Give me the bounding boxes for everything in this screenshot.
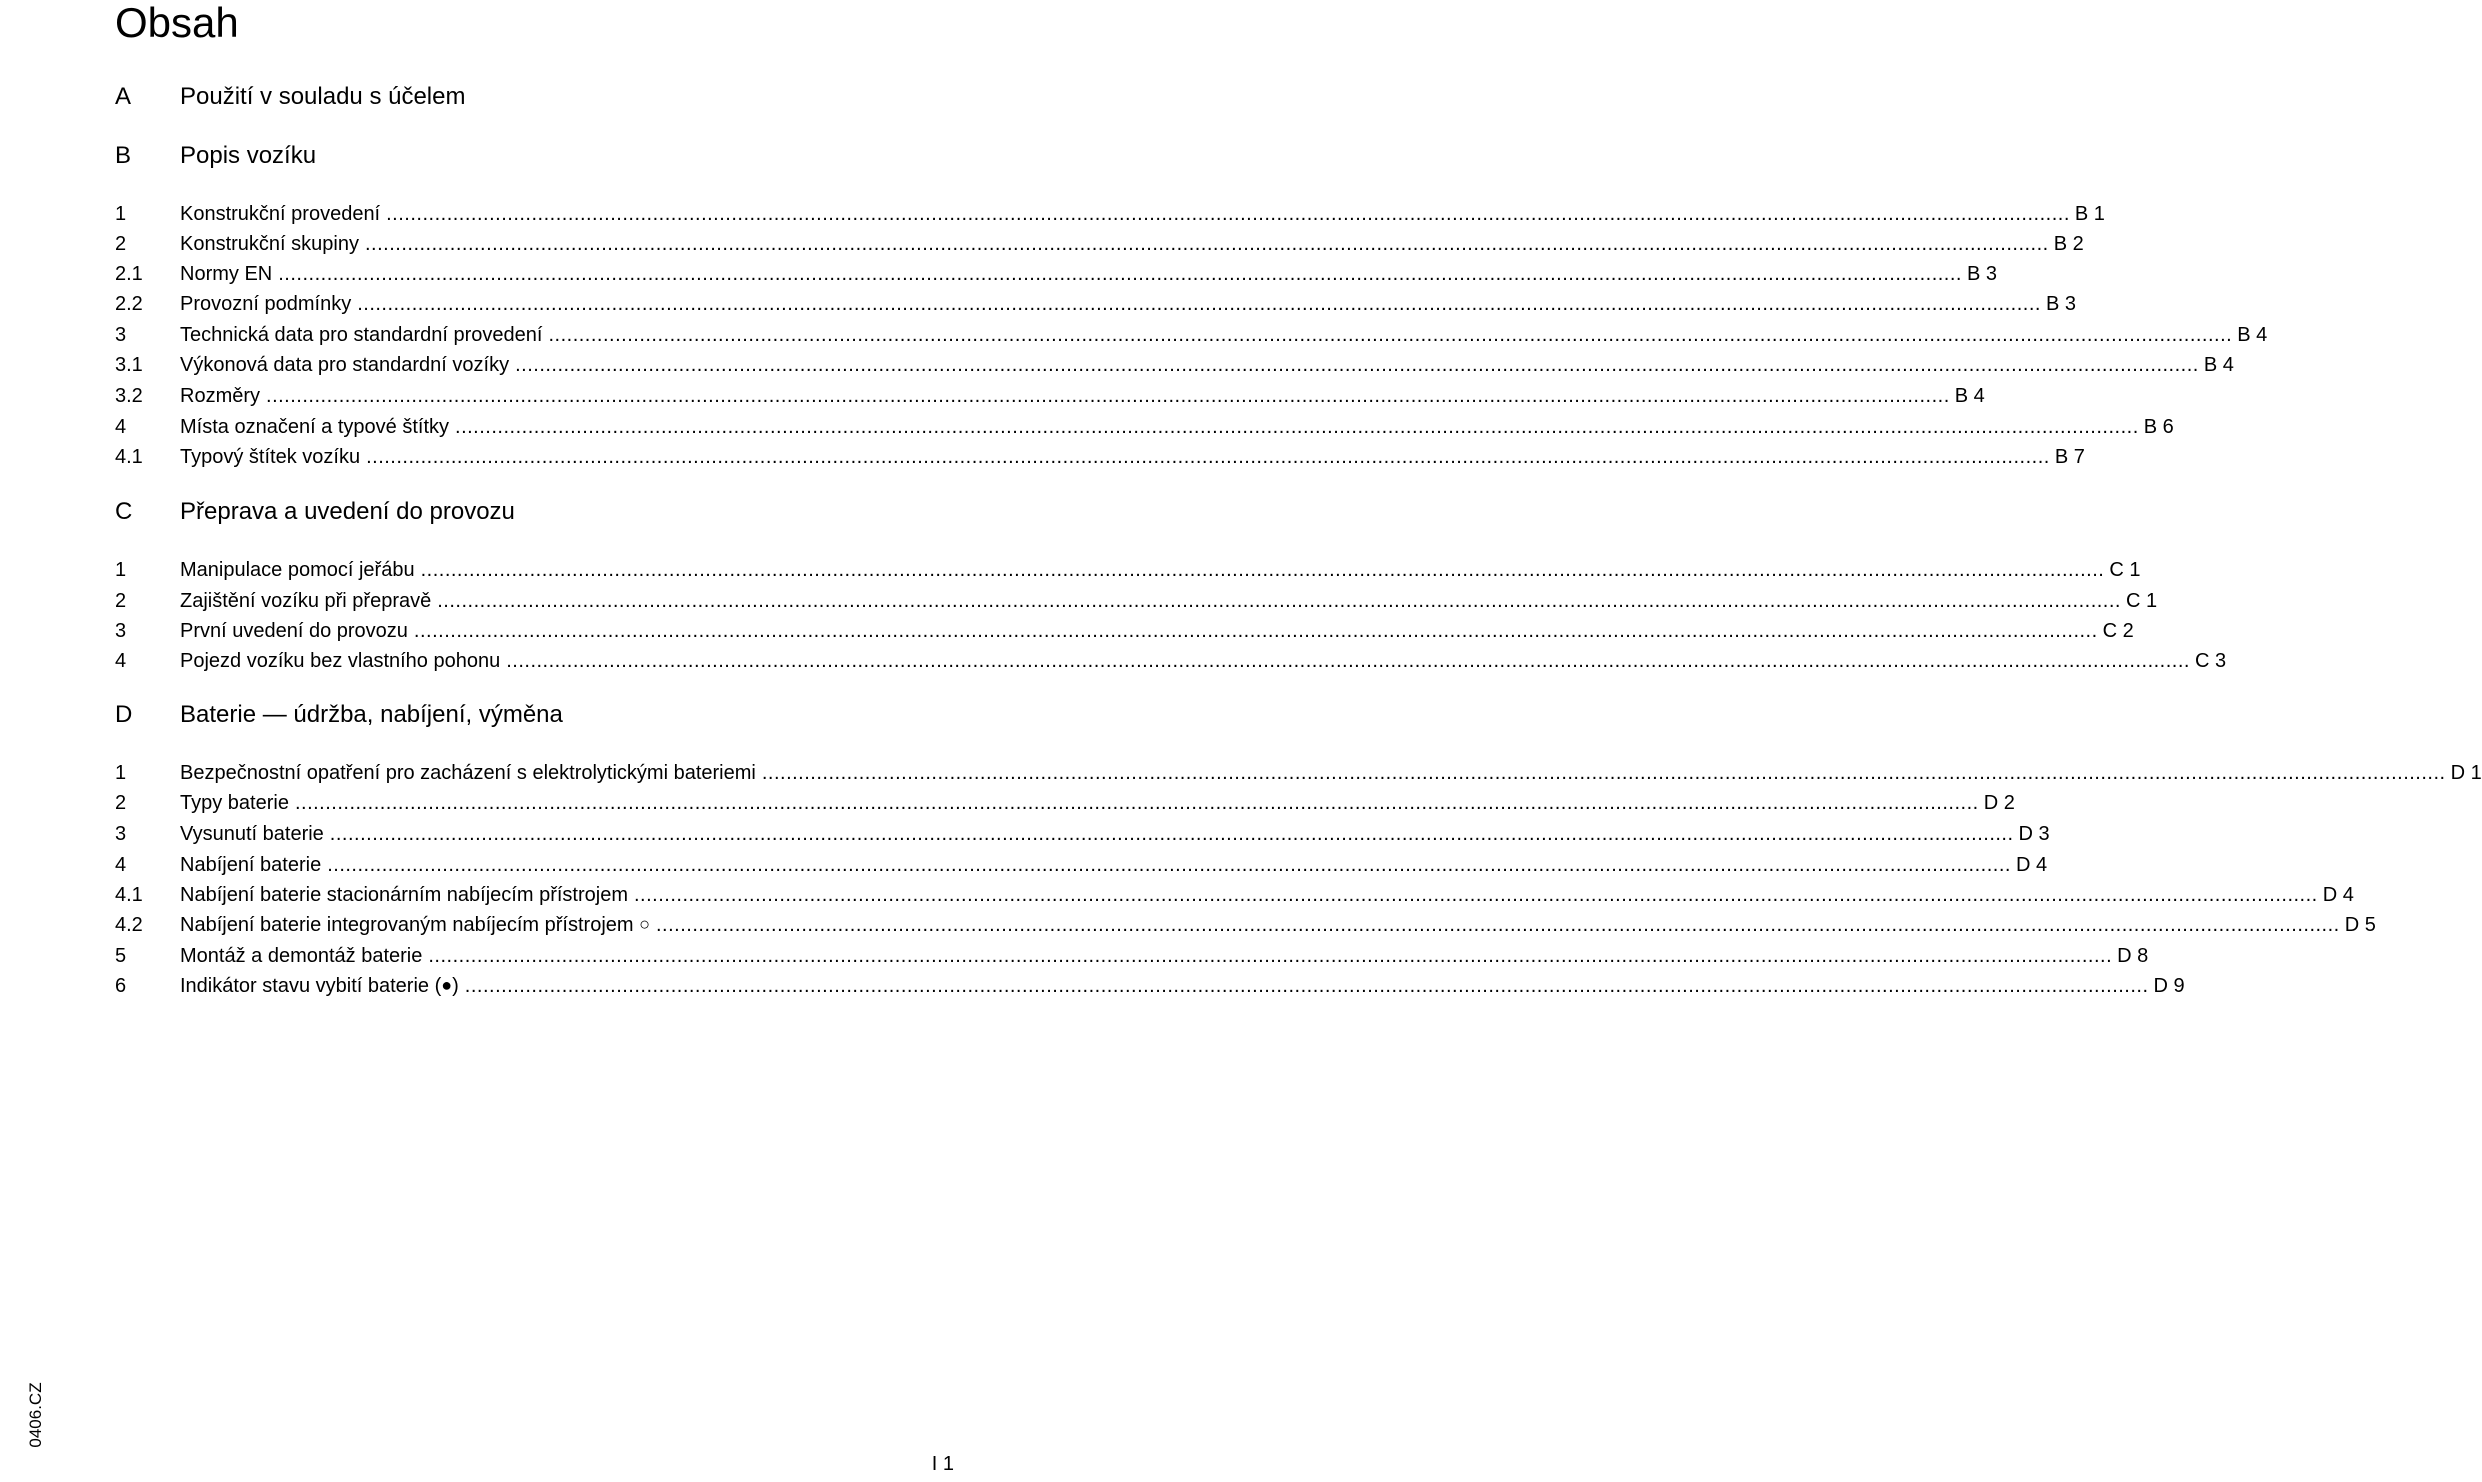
entry-page: C 3 xyxy=(2194,650,2227,672)
entry-page: D 4 xyxy=(2015,854,2048,876)
entry-page: D 4 xyxy=(2322,884,2354,906)
section-letter: B xyxy=(115,142,132,169)
entry-label: Pojezd vozíku bez vlastního pohonu xyxy=(180,650,501,672)
entry-page: B 1 xyxy=(2074,203,2105,225)
entry-label: Místa označení a typové štítky xyxy=(180,416,450,438)
section-letter: C xyxy=(115,498,133,525)
entry-number: 4.2 xyxy=(115,914,143,936)
entry-label: Výkonová data pro standardní vozíky xyxy=(180,354,510,376)
entry-number: 1 xyxy=(115,762,127,784)
entry-page: D 5 xyxy=(2344,914,2376,936)
leader-dots: ...................................................................................................................................................................................................................................................................................... xyxy=(329,823,2014,845)
entry-number: 2 xyxy=(115,590,127,612)
entry-label-suffix: ) xyxy=(452,975,459,997)
section-title: Baterie — údržba, nabíjení, výměna xyxy=(180,701,563,728)
entry-number: 1 xyxy=(115,203,127,225)
toc-entry[interactable] xyxy=(115,881,2354,909)
toc-entry[interactable] xyxy=(115,260,1998,288)
entry-page: D 9 xyxy=(2153,975,2185,997)
open-circle-icon: ○ xyxy=(639,914,650,934)
leader-dots: ...................................................................................................................................................................................................................................................................................... xyxy=(655,914,2340,936)
entry-number: 4 xyxy=(115,854,127,876)
leader-dots: ...................................................................................................................................................................................................................................................................................... xyxy=(633,884,2318,906)
toc-entry[interactable] xyxy=(115,972,2185,1000)
entry-page: D 2 xyxy=(1983,792,2015,814)
entry-label: Konstrukční provedení xyxy=(180,203,381,225)
section-heading-b xyxy=(115,140,915,172)
entry-number: 3 xyxy=(115,823,127,845)
entry-number: 3.2 xyxy=(115,385,143,407)
document-code: 0406.CZ xyxy=(26,1382,45,1448)
entry-number: 2 xyxy=(115,792,127,814)
toc-entry[interactable] xyxy=(115,230,2084,258)
section-heading-d xyxy=(115,699,915,731)
entry-label: Technická data pro standardní provedení xyxy=(180,324,543,346)
filled-circle-icon: ● xyxy=(441,975,453,995)
toc-entry[interactable] xyxy=(115,382,1985,410)
entry-label: Normy EN xyxy=(180,263,273,285)
toc-entry[interactable] xyxy=(115,647,2227,675)
section-heading-a xyxy=(115,81,915,113)
section-letter: D xyxy=(115,701,133,728)
entry-label: Typový štítek vozíku xyxy=(180,446,361,468)
toc-entry[interactable] xyxy=(115,820,2050,848)
entry-label: Montáž a demontáž baterie xyxy=(180,945,423,967)
entry-page: B 7 xyxy=(2054,446,2085,468)
section-letter: A xyxy=(115,83,132,110)
leader-dots: ...................................................................................................................................................................................................................................................................................... xyxy=(357,293,2041,315)
entry-number: 3 xyxy=(115,324,127,346)
entry-page: B 4 xyxy=(1954,385,1985,407)
toc-entry[interactable] xyxy=(115,851,2048,879)
leader-dots: ...................................................................................................................................................................................................................................................................................... xyxy=(294,792,1979,814)
entry-label xyxy=(180,911,650,939)
leader-dots: ...................................................................................................................................................................................................................................................................................... xyxy=(327,854,2011,876)
leader-dots: ...................................................................................................................................................................................................................................................................................... xyxy=(455,416,2139,438)
leader-dots: ...................................................................................................................................................................................................................................................................................... xyxy=(428,945,2113,967)
leader-dots: ...................................................................................................................................................................................................................................................................................... xyxy=(364,233,2049,255)
leader-dots: ...................................................................................................................................................................................................................................................................................... xyxy=(413,620,2098,642)
leader-dots: ...................................................................................................................................................................................................................................................................................... xyxy=(278,263,1962,285)
entry-page: D 8 xyxy=(2117,945,2149,967)
entry-number: 4 xyxy=(115,416,127,438)
toc-entry[interactable] xyxy=(115,321,2268,349)
toc-entry[interactable] xyxy=(115,443,2085,471)
entry-label-text: Nabíjení baterie integrovaným nabíjecím přístrojem xyxy=(180,914,634,936)
leader-dots: ...................................................................................................................................................................................................................................................................................... xyxy=(506,650,2190,672)
entry-label: Zajištění vozíku při přepravě xyxy=(180,590,432,612)
entry-number: 3 xyxy=(115,620,127,642)
toc-entry[interactable] xyxy=(115,200,2105,228)
leader-dots: ...................................................................................................................................................................................................................................................................................... xyxy=(464,975,2149,997)
toc-entry[interactable] xyxy=(115,556,2141,584)
section-title: Použití v souladu s účelem xyxy=(180,83,466,110)
entry-number: 2.2 xyxy=(115,293,143,315)
page-title: Obsah xyxy=(115,0,239,46)
entry-page: C 1 xyxy=(2125,590,2158,612)
entry-number: 2.1 xyxy=(115,263,143,285)
toc-entry[interactable] xyxy=(115,789,2015,817)
entry-number: 6 xyxy=(115,975,127,997)
entry-page: B 3 xyxy=(2045,293,2076,315)
toc-entry[interactable] xyxy=(115,290,2076,318)
page-number: I 1 xyxy=(931,1453,954,1475)
toc-entry[interactable] xyxy=(115,911,2376,939)
entry-page: C 2 xyxy=(2102,620,2134,642)
leader-dots: ...................................................................................................................................................................................................................................................................................... xyxy=(761,762,2446,784)
leader-dots: ...................................................................................................................................................................................................................................................................................... xyxy=(437,590,2121,612)
entry-label: První uvedení do provozu xyxy=(180,620,408,642)
entry-label: Nabíjení baterie xyxy=(180,854,322,876)
leader-dots: ...................................................................................................................................................................................................................................................................................... xyxy=(515,354,2199,376)
leader-dots: ...................................................................................................................................................................................................................................................................................... xyxy=(420,559,2105,581)
entry-number: 5 xyxy=(115,945,127,967)
entry-label: Nabíjení baterie stacionárním nabíjecím přístrojem xyxy=(180,884,628,906)
leader-dots: ...................................................................................................................................................................................................................................................................................... xyxy=(386,203,2070,225)
entry-page: B 4 xyxy=(2203,354,2234,376)
toc-entry[interactable] xyxy=(115,587,2158,615)
leader-dots: ...................................................................................................................................................................................................................................................................................... xyxy=(548,324,2233,346)
toc-entry[interactable] xyxy=(115,351,2234,379)
entry-label: Konstrukční skupiny xyxy=(180,233,359,255)
leader-dots: ...................................................................................................................................................................................................................................................................................... xyxy=(366,446,2050,468)
entry-number: 4 xyxy=(115,650,127,672)
entry-label: Provozní podmínky xyxy=(180,293,352,315)
toc-entry[interactable] xyxy=(115,759,2482,787)
entry-number: 3.1 xyxy=(115,354,143,376)
entry-number: 4.1 xyxy=(115,884,143,906)
entry-page: B 6 xyxy=(2143,416,2174,438)
entry-label: Manipulace pomocí jeřábu xyxy=(180,559,415,581)
entry-number: 2 xyxy=(115,233,127,255)
entry-label: Bezpečnostní opatření pro zacházení s elektrolytickými bateriemi xyxy=(180,762,756,784)
entry-number: 4.1 xyxy=(115,446,143,468)
toc-entry[interactable] xyxy=(115,617,2134,645)
entry-page: B 4 xyxy=(2237,324,2268,346)
entry-label: Rozměry xyxy=(180,385,261,407)
entry-label-text: Indikátor stavu vybití baterie ( xyxy=(180,975,442,997)
section-heading-c xyxy=(115,496,915,528)
entry-page: D 1 xyxy=(2450,762,2482,784)
entry-page: B 3 xyxy=(1966,263,1998,285)
section-title: Přeprava a uvedení do provozu xyxy=(180,498,515,525)
entry-number: 1 xyxy=(115,559,127,581)
entry-page: B 2 xyxy=(2053,233,2084,255)
leader-dots: ...................................................................................................................................................................................................................................................................................... xyxy=(266,385,1950,407)
entry-label: Vysunutí baterie xyxy=(180,823,324,845)
entry-label: Typy baterie xyxy=(180,792,289,814)
section-title: Popis vozíku xyxy=(180,142,317,169)
entry-page: D 3 xyxy=(2018,823,2050,845)
entry-label xyxy=(180,972,459,1000)
toc-entry[interactable] xyxy=(115,413,2174,441)
entry-page: C 1 xyxy=(2109,559,2141,581)
toc-entry[interactable] xyxy=(115,942,2149,970)
